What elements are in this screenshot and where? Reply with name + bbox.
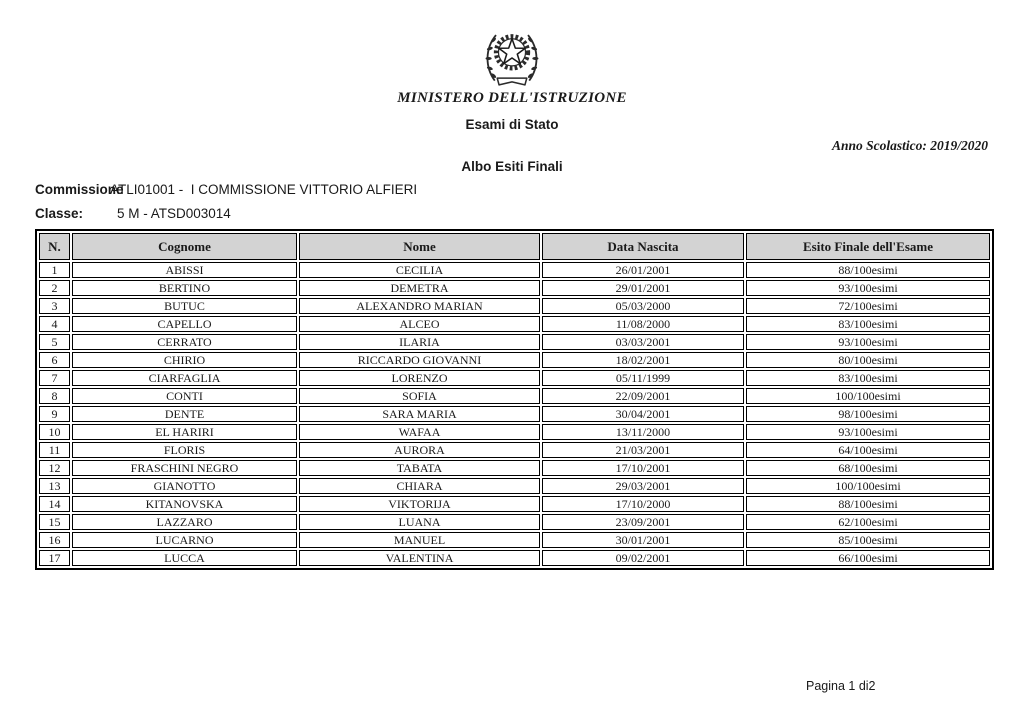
results-table-body <box>39 262 990 566</box>
table-cell: 93/100esimi <box>746 334 990 350</box>
table-row <box>39 352 990 368</box>
table-cell: CONTI <box>72 388 297 404</box>
results-table <box>35 229 994 570</box>
table-cell: VALENTINA <box>299 550 540 566</box>
table-cell: 30/01/2001 <box>542 532 744 548</box>
table-cell: 72/100esimi <box>746 298 990 314</box>
results-table-header <box>39 233 990 260</box>
column-header-nome: Nome <box>299 233 540 260</box>
table-cell: 15 <box>39 514 70 530</box>
document-subtitle: Esami di Stato <box>465 117 559 132</box>
table-cell: 18/02/2001 <box>542 352 744 368</box>
table-row <box>39 316 990 332</box>
table-cell: 21/03/2001 <box>542 442 744 458</box>
table-cell: 80/100esimi <box>746 352 990 368</box>
table-cell: VIKTORIJA <box>299 496 540 512</box>
header-row <box>39 233 990 260</box>
column-header-cognome: Cognome <box>72 233 297 260</box>
table-cell: 66/100esimi <box>746 550 990 566</box>
table-cell: ALEXANDRO MARIAN <box>299 298 540 314</box>
table-cell: CERRATO <box>72 334 297 350</box>
table-cell: 85/100esimi <box>746 532 990 548</box>
table-cell: 88/100esimi <box>746 496 990 512</box>
table-cell: FRASCHINI NEGRO <box>72 460 297 476</box>
table-row <box>39 388 990 404</box>
table-cell: 03/03/2001 <box>542 334 744 350</box>
column-header-n: N. <box>39 233 70 260</box>
table-cell: 1 <box>39 262 70 278</box>
table-cell: 7 <box>39 370 70 386</box>
table-cell: 29/01/2001 <box>542 280 744 296</box>
table-cell: CHIARA <box>299 478 540 494</box>
table-cell: 68/100esimi <box>746 460 990 476</box>
page-number: Pagina 1 di2 <box>806 679 876 693</box>
table-row <box>39 442 990 458</box>
table-cell: GIANOTTO <box>72 478 297 494</box>
table-cell: 83/100esimi <box>746 370 990 386</box>
table-cell: ILARIA <box>299 334 540 350</box>
table-cell: CAPELLO <box>72 316 297 332</box>
table-cell: 100/100esimi <box>746 478 990 494</box>
table-cell: LAZZARO <box>72 514 297 530</box>
class-label: Classe: <box>35 206 84 221</box>
table-cell: 30/04/2001 <box>542 406 744 422</box>
table-cell: DEMETRA <box>299 280 540 296</box>
table-cell: 9 <box>39 406 70 422</box>
table-cell: BUTUC <box>72 298 297 314</box>
table-cell: RICCARDO GIOVANNI <box>299 352 540 368</box>
table-cell: 05/11/1999 <box>542 370 744 386</box>
table-cell: ALCEO <box>299 316 540 332</box>
table-cell: LORENZO <box>299 370 540 386</box>
table-cell: 09/02/2001 <box>542 550 744 566</box>
table-cell: FLORIS <box>72 442 297 458</box>
table-cell: 3 <box>39 298 70 314</box>
table-row <box>39 262 990 278</box>
table-row <box>39 406 990 422</box>
table-row <box>39 514 990 530</box>
table-cell: 93/100esimi <box>746 280 990 296</box>
table-cell: 11/08/2000 <box>542 316 744 332</box>
table-cell: 13 <box>39 478 70 494</box>
table-cell: 05/03/2000 <box>542 298 744 314</box>
table-cell: 17/10/2001 <box>542 460 744 476</box>
table-cell: 100/100esimi <box>746 388 990 404</box>
table-cell: 17 <box>39 550 70 566</box>
ministry-title: MINISTERO DELL'ISTRUZIONE <box>397 90 627 106</box>
table-cell: 93/100esimi <box>746 424 990 440</box>
commission-value: ATLI01001 - I COMMISSIONE VITTORIO ALFIERI <box>110 182 418 197</box>
table-cell: CECILIA <box>299 262 540 278</box>
table-cell: 23/09/2001 <box>542 514 744 530</box>
table-cell: 8 <box>39 388 70 404</box>
table-cell: 2 <box>39 280 70 296</box>
table-row <box>39 532 990 548</box>
table-cell: 13/11/2000 <box>542 424 744 440</box>
table-row <box>39 424 990 440</box>
table-cell: 83/100esimi <box>746 316 990 332</box>
table-cell: 26/01/2001 <box>542 262 744 278</box>
table-cell: 64/100esimi <box>746 442 990 458</box>
table-cell: 6 <box>39 352 70 368</box>
table-row <box>39 478 990 494</box>
table-cell: BERTINO <box>72 280 297 296</box>
table-cell: 29/03/2001 <box>542 478 744 494</box>
table-row <box>39 460 990 476</box>
column-header-data-nascita: Data Nascita <box>542 233 744 260</box>
table-row <box>39 298 990 314</box>
school-year: Anno Scolastico: 2019/2020 <box>831 138 988 153</box>
table-cell: 12 <box>39 460 70 476</box>
table-cell: 98/100esimi <box>746 406 990 422</box>
table-cell: 17/10/2000 <box>542 496 744 512</box>
commission-label: Commissione <box>35 182 124 197</box>
table-cell: 22/09/2001 <box>542 388 744 404</box>
italian-republic-emblem-icon <box>481 24 543 93</box>
table-cell: 4 <box>39 316 70 332</box>
table-cell: CIARFAGLIA <box>72 370 297 386</box>
table-cell: 5 <box>39 334 70 350</box>
table-cell: TABATA <box>299 460 540 476</box>
table-cell: SARA MARIA <box>299 406 540 422</box>
list-title: Albo Esiti Finali <box>461 159 563 174</box>
table-row <box>39 334 990 350</box>
table-cell: EL HARIRI <box>72 424 297 440</box>
table-cell: 62/100esimi <box>746 514 990 530</box>
table-cell: WAFAA <box>299 424 540 440</box>
table-cell: KITANOVSKA <box>72 496 297 512</box>
table-cell: 10 <box>39 424 70 440</box>
table-cell: LUCARNO <box>72 532 297 548</box>
table-row <box>39 370 990 386</box>
table-cell: CHIRIO <box>72 352 297 368</box>
table-row <box>39 280 990 296</box>
table-row <box>39 496 990 512</box>
table-cell: ABISSI <box>72 262 297 278</box>
table-cell: LUCCA <box>72 550 297 566</box>
table-cell: DENTE <box>72 406 297 422</box>
table-row <box>39 550 990 566</box>
table-cell: AURORA <box>299 442 540 458</box>
column-header-esito-finale: Esito Finale dell'Esame <box>746 233 990 260</box>
table-cell: 14 <box>39 496 70 512</box>
table-cell: LUANA <box>299 514 540 530</box>
table-cell: SOFIA <box>299 388 540 404</box>
table-cell: 88/100esimi <box>746 262 990 278</box>
table-cell: 11 <box>39 442 70 458</box>
class-value: 5 M - ATSD003014 <box>117 206 231 221</box>
table-cell: 16 <box>39 532 70 548</box>
table-cell: MANUEL <box>299 532 540 548</box>
